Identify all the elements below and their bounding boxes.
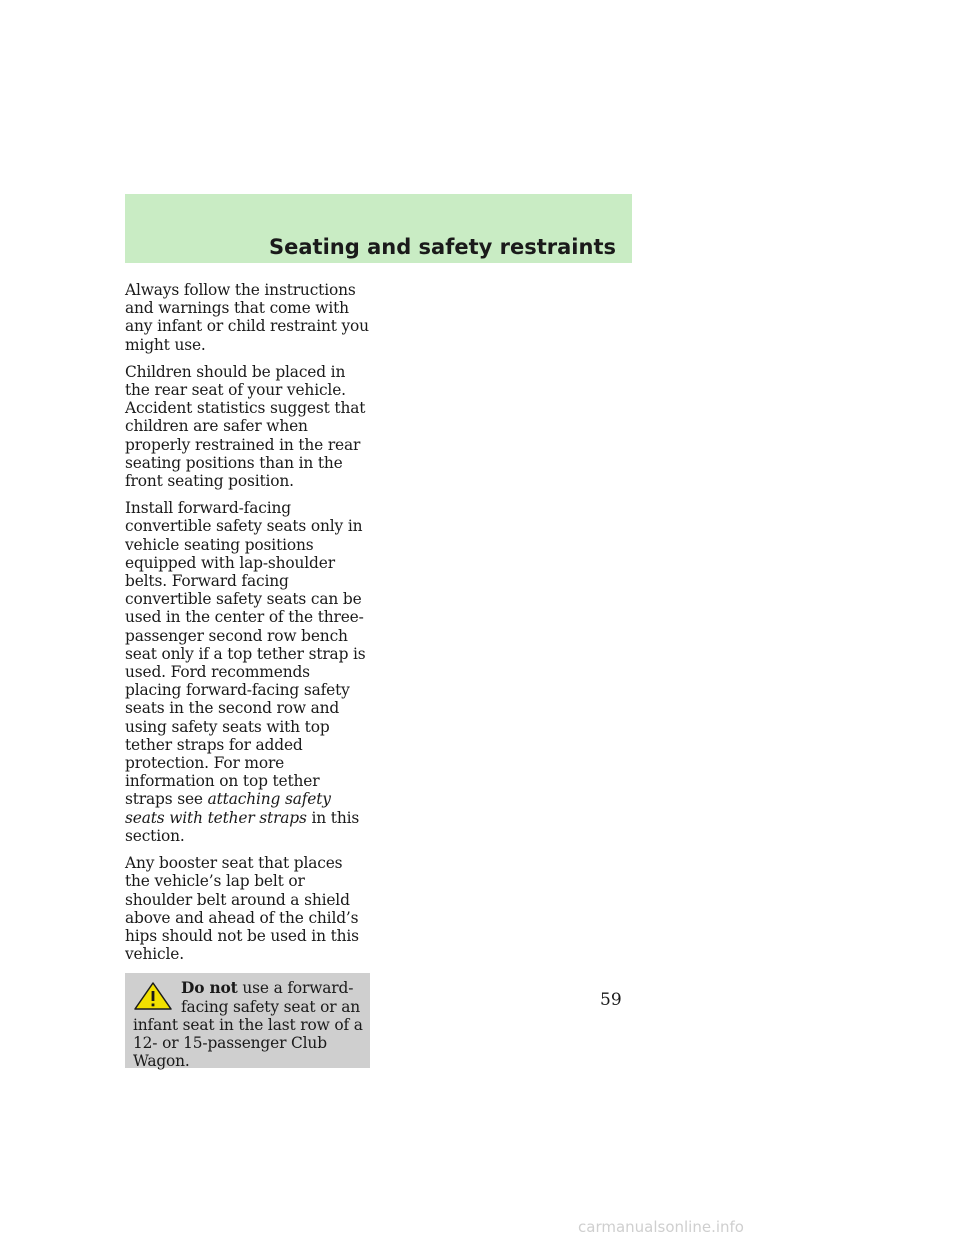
section-title: Seating and safety restraints: [269, 235, 616, 259]
paragraph-instructions: Always follow the instructions and warnings that come with any infant or child restraint you might use.: [125, 281, 369, 354]
paragraph-forward-facing: [125, 499, 370, 845]
paragraph-booster-seat: Any booster seat that places the vehicle’s lap belt or shoulder belt around a shield above and ahead of the child’s hips should not be used in this vehicle.: [125, 854, 359, 964]
paragraph-rear-seat: Children should be placed in the rear seat of your vehicle. Accident statistics suggest that children are safer when properly restrained in the rear seating positions than in the front seating position.: [125, 362, 366, 491]
paragraph-forward-facing-end: in this section.: [125, 808, 360, 845]
warning-box: [125, 973, 370, 1071]
section-header-band: [125, 194, 632, 263]
main-content: [125, 281, 370, 1071]
cross-reference-link: attaching safety seats with tether straps: [125, 790, 331, 827]
paragraph-forward-facing-text: Install forward-facing convertible safety seats only in vehicle seating positions equipped with lap-shoulder belts. Forward facing convertible safety seats can be used in the center of the three-passenger second row bench seat only if a top tether strap is used. Ford recommends placing forward-facing safety seats in the second row and using safety seats with top tether straps for added protection. For more information on top tether straps see: [125, 499, 366, 809]
warning-triangle-icon: [133, 981, 173, 1011]
watermark: carmanualsonline.info: [578, 1218, 744, 1236]
warning-lead: Do not: [181, 979, 238, 998]
warning-text: use a forward-facing safety seat or an infant seat in the last row of a 12- or 15-passenger Club Wagon.: [133, 979, 363, 1071]
page-number: 59: [600, 990, 622, 1010]
